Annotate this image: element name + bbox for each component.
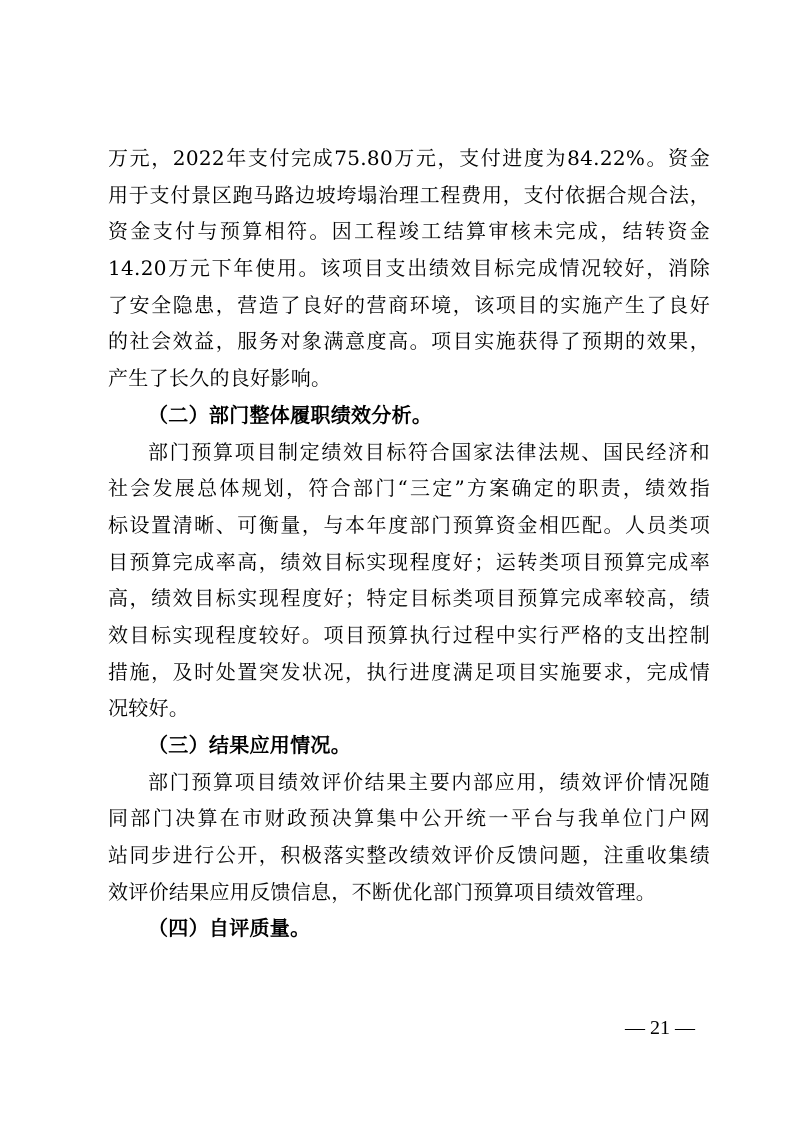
text-line: 措施，及时处置突发状况，执行进度满足项目实施要求，完成情 [108,659,710,684]
text-line: 万元，2022年支付完成75.80万元，支付进度为84.22%。资金 [108,146,710,170]
text-line: 况较好。 [108,696,190,721]
paragraph-budget-project [108,140,710,397]
text-line: 14.20万元下年使用。该项目支出绩效目标完成情况较好，消除 [108,256,710,281]
text-line: 效评价结果应用反馈信息，不断优化部门预算项目绩效管理。 [108,879,657,904]
text-line: 了安全隐患，营造了良好的营商环境，该项目的实施产生了良好 [108,292,710,317]
text-line: 目预算完成率高，绩效目标实现程度好；运转类项目预算完成率 [108,549,710,574]
page-number: — 21 — [625,1017,695,1039]
section-heading-result-application: （三）结果应用情况。 [148,733,351,757]
text-line: 的社会效益，服务对象满意度高。项目实施获得了预期的效果， [108,329,710,354]
section-heading-self-evaluation-quality: （四）自评质量。 [148,916,311,941]
text-line: 资金支付与预算相符。因工程竣工结算审核未完成，结转资金 [108,219,710,244]
section-heading-overall-performance: （二）部门整体履职绩效分析。 [148,402,433,427]
body-text [108,140,710,947]
text-line: 部门预算项目制定绩效目标符合国家法律法规、国民经济和 [148,439,710,464]
text-line: 高，绩效目标实现程度好；特定目标类项目预算完成率较高，绩 [108,586,710,611]
text-line: 用于支付景区跑马路边坡垮塌治理工程费用，支付依据合规合法， [108,182,710,207]
text-line: 产生了长久的良好影响。 [108,366,332,391]
paragraph-overall-performance [108,434,710,728]
text-line: 站同步进行公开，积极落实整改绩效评价反馈问题，注重收集绩 [108,843,710,868]
text-line: 部门预算项目绩效评价结果主要内部应用，绩效评价情况随 [148,769,710,794]
paragraph-result-application [108,764,710,911]
text-line: 标设置清晰、可衡量，与本年度部门预算资金相匹配。人员类项 [108,512,710,537]
text-line: 同部门决算在市财政预决算集中公开统一平台与我单位门户网 [108,806,710,831]
text-line: 效目标实现程度较好。项目预算执行过程中实行严格的支出控制 [108,622,710,647]
text-line: 社会发展总体规划，符合部门“三定”方案确定的职责，绩效指 [108,476,710,501]
